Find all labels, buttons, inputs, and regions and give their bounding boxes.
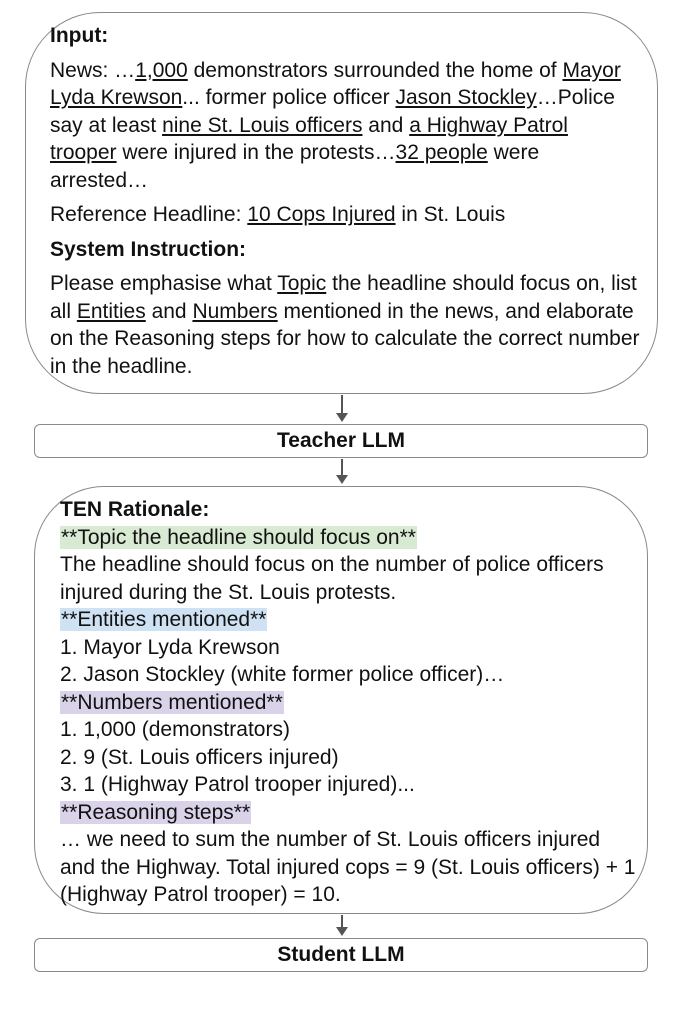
underlined-term: Mayor Lyda Krewson bbox=[50, 58, 621, 109]
topic-heading: **Topic the headline should focus on** bbox=[61, 525, 416, 549]
underlined-term: 10 Cops Injured bbox=[247, 203, 396, 226]
underlined-term: Entities bbox=[76, 299, 146, 323]
rationale-content bbox=[60, 496, 640, 909]
text-run: the headline should focus on, list all bbox=[50, 272, 637, 323]
number-item-3: 3. 1 (Highway Patrol trooper injured)... bbox=[60, 773, 415, 796]
text-run: …Police say at least bbox=[50, 86, 615, 137]
text-run: Reference Headline: bbox=[50, 203, 248, 226]
topic-text: The headline should focus on the number of police officers injured during the St. Louis protests. bbox=[60, 553, 604, 604]
entity-item-2: 2. Jason Stockley (white former police officer)… bbox=[60, 663, 505, 686]
underlined-term: Jason Stockley bbox=[395, 86, 537, 109]
input-title: Input: bbox=[50, 24, 109, 47]
numbers-heading: **Numbers mentioned** bbox=[61, 690, 283, 714]
underlined-term: 32 people bbox=[395, 141, 488, 164]
underlined-term: nine St. Louis officers bbox=[162, 113, 363, 137]
underlined-term: Topic bbox=[277, 272, 327, 295]
text-run: and bbox=[362, 113, 410, 137]
input-content bbox=[50, 22, 640, 380]
number-item-2: 2. 9 (St. Louis officers injured) bbox=[60, 745, 339, 769]
reasoning-text: … we need to sum the number of St. Louis officers injured and the Highway. Total injured cops = 9 (St. Louis officers) + 1 (Highway Patrol trooper) = 10. bbox=[60, 828, 636, 906]
text-run: were injured in the protests… bbox=[116, 141, 396, 164]
text-run: mentioned in the news, and elaborate on the Reasoning steps for how to calculate the correct number in the headline. bbox=[50, 299, 640, 378]
reasoning-heading: **Reasoning steps** bbox=[61, 800, 251, 824]
text-run: News: … bbox=[50, 58, 136, 82]
arrow-input-to-teacher bbox=[341, 395, 343, 420]
instruction-text bbox=[50, 270, 640, 380]
text-run: Please emphasise what bbox=[50, 272, 278, 295]
underlined-term: 1,000 bbox=[135, 58, 188, 82]
arrow-rationale-to-student bbox=[341, 915, 343, 934]
text-run: in St. Louis bbox=[395, 203, 506, 226]
entities-heading: **Entities mentioned** bbox=[61, 608, 267, 631]
text-run: were arrested… bbox=[50, 141, 540, 192]
arrow-teacher-to-rationale bbox=[341, 459, 343, 482]
reference-headline bbox=[50, 201, 640, 229]
teacher-llm-box: Teacher LLM bbox=[34, 424, 648, 458]
underlined-term: a Highway Patrol trooper bbox=[50, 113, 568, 164]
text-run: and bbox=[145, 299, 193, 323]
underlined-term: Numbers bbox=[192, 299, 278, 323]
news-text bbox=[50, 57, 640, 195]
student-llm-box: Student LLM bbox=[34, 938, 648, 972]
rationale-title: TEN Rationale: bbox=[60, 498, 210, 521]
text-run: demonstrators surrounded the home of bbox=[187, 58, 563, 82]
text-run: ... former police officer bbox=[182, 86, 396, 109]
entity-item-1: 1. Mayor Lyda Krewson bbox=[60, 635, 280, 659]
number-item-1: 1. 1,000 (demonstrators) bbox=[60, 718, 290, 741]
instruction-title: System Instruction: bbox=[50, 237, 247, 261]
